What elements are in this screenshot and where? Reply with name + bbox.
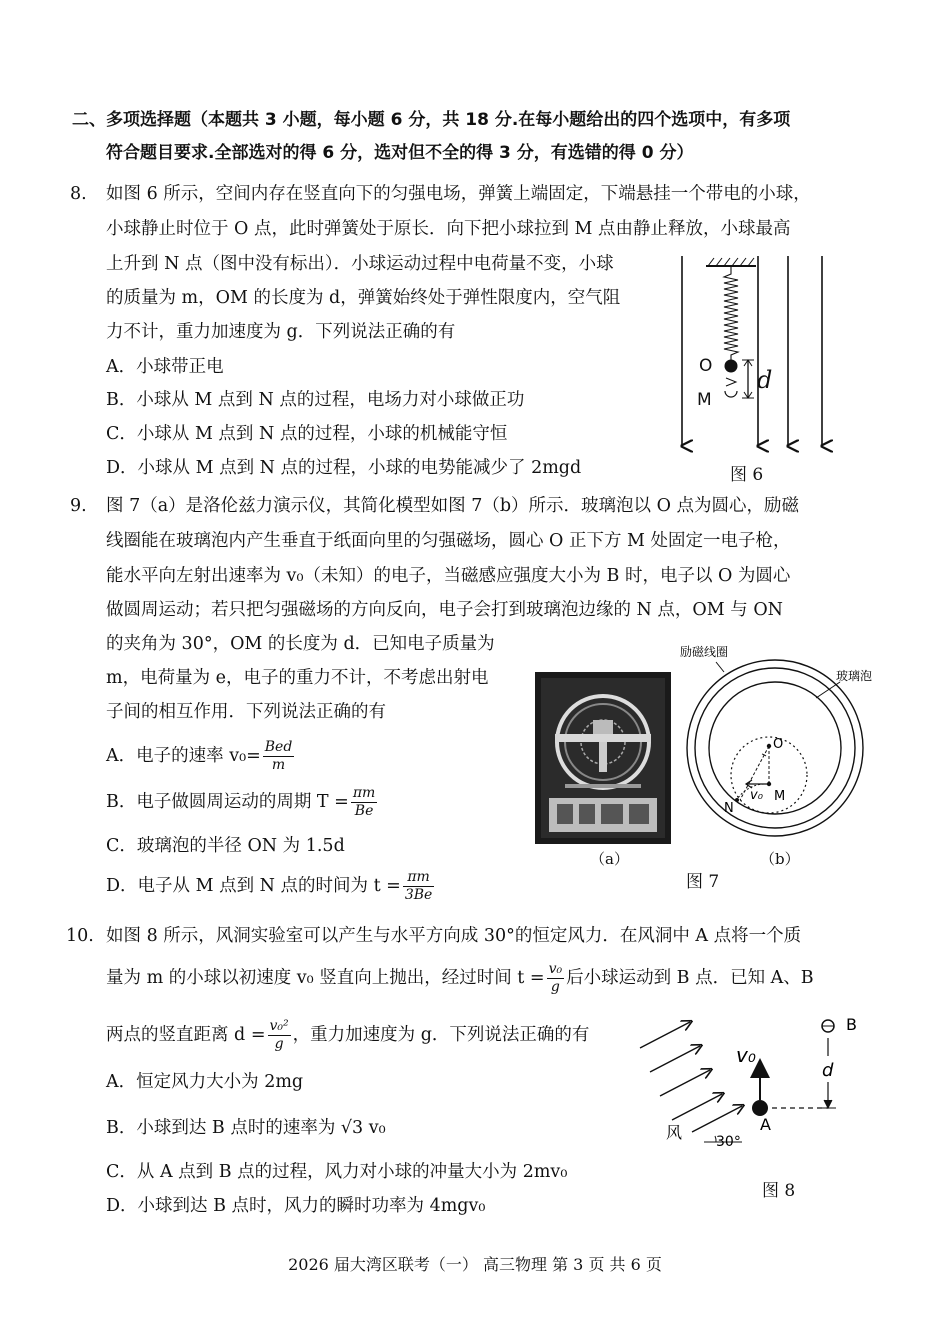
q9-option-a-fraction	[263, 739, 295, 774]
q9-option-a-text: A．电子的速率 v₀=	[106, 746, 261, 766]
fig7-coil-label: 励磁线圈	[680, 645, 729, 659]
fraction-denominator: m	[271, 757, 286, 773]
q8-option-b: B．小球从 M 点到 N 点的过程，电场力对小球做正功	[106, 390, 525, 410]
fig7-bulb-label: 玻璃泡	[836, 669, 873, 683]
q9-option-a	[106, 736, 296, 776]
q10-time-fraction	[547, 961, 565, 996]
fraction-numerator: Bed	[264, 739, 293, 755]
figure-7b-diagram	[680, 640, 880, 850]
q8-option-a: A．小球带正电	[106, 357, 224, 377]
fig7-label-n: N	[724, 801, 734, 816]
q10-line2-tail: 后小球运动到 B 点．已知 A、B	[566, 968, 814, 988]
q9-option-c: C．玻璃泡的半径 ON 为 1.5d	[106, 836, 345, 856]
fig8-label-b: B	[846, 1015, 857, 1034]
q8-number: 8.	[70, 184, 87, 204]
q9-line1: 图 7（a）是洛伦兹力演示仪，其简化模型如图 7（b）所示．玻璃泡以 O 点为圆心，励磁	[106, 496, 799, 516]
q9-line2: 线圈能在玻璃泡内产生垂直于纸面向里的匀强磁场，圆心 O 正下方 M 处固定一电子枪，	[106, 531, 791, 551]
section-title-line2: 符合题目要求.全部选对的得 6 分，选对但不全的得 3 分，有选错的得 0 分）	[106, 143, 694, 163]
fraction-denominator: g	[550, 979, 560, 995]
q10-option-d: D．小球到达 B 点时，风力的瞬时功率为 4mgv₀	[106, 1196, 486, 1216]
page-footer: 2026 届大湾区联考（一） 高三物理 第 3 页 共 6 页	[288, 1255, 662, 1274]
q8-line2: 小球静止时位于 O 点，此时弹簧处于原长．向下把小球拉到 M 点由静止释放，小球最高	[106, 219, 791, 239]
q10-line3	[106, 1013, 589, 1057]
q8-line4: 的质量为 m，OM 的长度为 d，弹簧始终处于弹性限度内，空气阻	[106, 288, 621, 308]
q10-line3-text: 两点的竖直距离 d =	[106, 1025, 266, 1045]
fig7-label-v0: v₀	[750, 788, 763, 803]
fraction-denominator: 3Be	[404, 887, 433, 903]
fig8-label-angle: 30°	[716, 1134, 741, 1150]
q9-line7: 子间的相互作用．下列说法正确的有	[106, 702, 386, 722]
q10-option-c: C．从 A 点到 B 点的过程，风力对小球的冲量大小为 2mv₀	[106, 1162, 568, 1182]
q10-line2-text: 量为 m 的小球以初速度 v₀ 竖直向上抛出，经过时间 t =	[106, 968, 545, 988]
fraction-denominator: Be	[354, 803, 374, 819]
figure-7a-caption: （a）	[590, 850, 629, 868]
figure-6-caption: 图 6	[730, 465, 764, 485]
q9-option-d	[106, 866, 436, 906]
figure-7-caption: 图 7	[686, 872, 720, 892]
q8-line3: 上升到 N 点（图中没有标出）．小球运动过程中电荷量不变，小球	[106, 254, 614, 274]
fraction-denominator: g	[274, 1036, 284, 1052]
q9-option-d-fraction	[403, 869, 434, 904]
q10-option-b: B．小球到达 B 点时的速率为 √3 v₀	[106, 1118, 386, 1138]
fig6-label-m: M	[697, 390, 712, 410]
fig8-label-v0: v₀	[736, 1043, 756, 1067]
q8-option-d: D．小球从 M 点到 N 点的过程，小球的电势能减少了 2mgd	[106, 458, 582, 478]
fraction-numerator: v₀	[548, 961, 563, 977]
figure-6-diagram	[672, 250, 842, 460]
fraction-numerator: πm	[352, 785, 376, 801]
q9-line3: 能水平向左射出速率为 v₀（未知）的电子，当磁感应强度大小为 B 时，电子以 O 为圆心	[106, 566, 791, 586]
fig6-label-o: O	[699, 356, 713, 376]
q9-number: 9.	[70, 496, 87, 516]
q10-line1: 如图 8 所示，风洞实验室可以产生与水平方向成 30°的恒定风力．在风洞中 A 点将一个质	[106, 926, 802, 946]
q8-line5: 力不计，重力加速度为 g．下列说法正确的有	[106, 322, 456, 342]
q9-line6: m，电荷量为 e，电子的重力不计，不考虑出射电	[106, 668, 489, 688]
q8-line1: 如图 6 所示，空间内存在竖直向下的匀强电场，弹簧上端固定，下端悬挂一个带电的小球，	[106, 184, 811, 204]
q8-option-c: C．小球从 M 点到 N 点的过程，小球的机械能守恒	[106, 424, 508, 444]
q10-line2	[106, 958, 814, 998]
q9-option-b-fraction	[351, 785, 377, 820]
figure-8-caption: 图 8	[762, 1181, 796, 1201]
q9-line4: 做圆周运动；若只把匀强磁场的方向反向，电子会打到玻璃泡边缘的 N 点，OM 与 ON	[106, 600, 783, 620]
q9-option-d-text: D．电子从 M 点到 N 点的时间为 t =	[106, 876, 401, 896]
q10-distance-fraction	[268, 1018, 291, 1053]
fraction-numerator: v₀²	[269, 1018, 289, 1034]
fig8-label-wind: 风	[666, 1123, 683, 1142]
fig6-label-d: d	[757, 366, 773, 394]
fraction-numerator: πm	[403, 869, 434, 887]
figure-7a-photo	[535, 672, 671, 844]
fig8-label-a: A	[760, 1115, 771, 1134]
section-title-line1: 二、多项选择题（本题共 3 小题，每小题 6 分，共 18 分.在每小题给出的四个选项中，有多项	[72, 110, 791, 130]
q9-option-b-text: B．电子做圆周运动的周期 T =	[106, 792, 349, 812]
fig8-label-d: d	[822, 1060, 834, 1081]
q10-option-a: A．恒定风力大小为 2mg	[106, 1072, 304, 1092]
q9-line5: 的夹角为 30°，OM 的长度为 d．已知电子质量为	[106, 634, 495, 654]
figure-8-diagram	[632, 1010, 872, 1160]
fig7-label-m: M	[774, 789, 786, 804]
figure-7b-caption: （b）	[760, 850, 800, 868]
fig7-label-o: O	[773, 737, 784, 752]
q10-line3-tail: ，重力加速度为 g．下列说法正确的有	[292, 1025, 590, 1045]
q9-option-b	[106, 782, 379, 822]
q10-number: 10.	[66, 926, 94, 946]
